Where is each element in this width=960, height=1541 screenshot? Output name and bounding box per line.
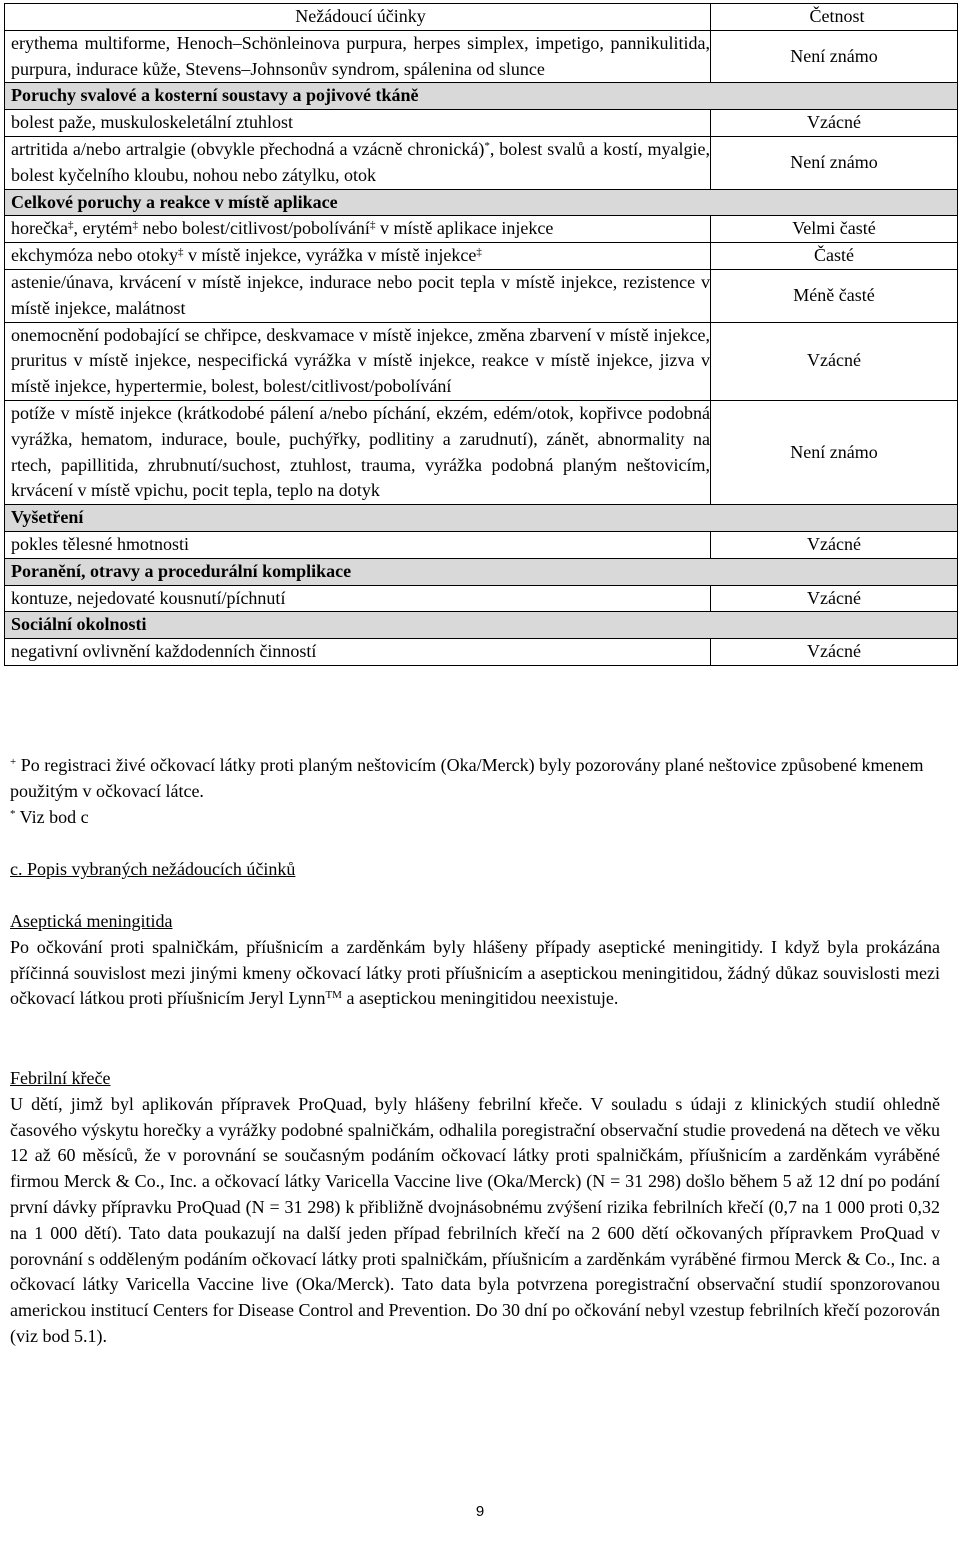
footnote-plus [10,753,940,805]
effect-cell: kontuze, nejedovaté kousnutí/píchnutí [5,585,711,612]
frequency-cell: Vzácné [711,585,958,612]
header-effects: Nežádoucí účinky [5,4,711,31]
effect-cell: onemocnění podobající se chřipce, deskvamace v místě injekce, změna zbarvení v místě injekce, pruritus v místě injekce, nespecifická vyrážka v místě injekce, reakce v místě injekce, jizva v místě injekce, hypertermie, bolest, bolest/citlivost/pobolívání [5,322,711,400]
frequency-cell: Není známo [711,136,958,189]
table-row [5,269,958,322]
category-row [5,189,958,216]
frequency-cell: Vzácné [711,639,958,666]
effect-cell: bolest paže, muskuloskeletální ztuhlost [5,110,711,137]
frequency-cell: Vzácné [711,531,958,558]
category-row [5,558,958,585]
effect-text: artritida a/nebo artralgie (obvykle přechodná a vzácně chronická) [11,138,485,159]
effect-cell: negativní ovlivnění každodenních činností [5,639,711,666]
section-heading: c. Popis vybraných nežádoucích účinků [10,859,296,879]
frequency-cell: Vzácné [711,110,958,137]
category-label: Vyšetření [5,505,958,532]
aseptic-text-1: Po očkování proti spalničkám, příušnicím a zarděnkám byly hlášeny případy aseptické meningitidy. I když byla prokázána příčinná souvislost mezi jinými kmeny očkovací látky proti příušnicím a aseptickou meningitidou, žádný důkaz souvislosti mezi očkovací látkou proti příušnicím Jeryl Lynn [10,936,940,1009]
effect-cell: erythema multiforme, Henoch–Schönleinova purpura, herpes simplex, impetigo, pannikulitida, purpura, indurace kůže, Stevens–Johnsonův syndrom, spálenina od slunce [5,30,711,83]
table-header-row [5,4,958,31]
adverse-effects-table-body [5,4,958,666]
table-row [5,639,958,666]
effect-cell [5,136,711,189]
category-row [5,83,958,110]
category-label: Poruchy svalové a kosterní soustavy a pojivové tkáně [5,83,958,110]
footnote-star-text: Viz bod c [15,806,89,827]
frequency-cell: Časté [711,243,958,270]
footnote-plus-mark: + [10,756,17,768]
aseptic-text-2: a aseptickou meningitidou neexistuje. [341,988,619,1009]
table-row [5,216,958,243]
aseptic-paragraph [10,935,940,1012]
aseptic-heading: Aseptická meningitida [10,911,173,931]
effect-cell: horečka‡, erytém‡ nebo bolest/citlivost/pobolívání‡ v místě aplikace injekce [5,216,711,243]
header-frequency: Četnost [711,4,958,31]
footnote-ref: * [484,139,490,152]
effect-cell: potíže v místě injekce (krátkodobé pálení a/nebo píchání, ekzém, edém/otok, kopřivce podobná vyrážka, hematom, indurace, boule, puchýřky, podlitiny a zarudnutí), zánět, abnormality na rtech, papillitida, zhrubnutí/suchost, ztuhlost, trauma, vyrážka podobná planým neštovicím, krvácení v místě vpichu, pocit tepla, teplo na dotyk [5,400,711,504]
footnote-star-mark: * [10,807,16,820]
table-row [5,243,958,270]
febrile-convulsions-section [10,1066,940,1350]
table-row [5,400,958,504]
footnote-plus-text: Po registraci živé očkovací látky proti planým neštovicím (Oka/Merck) byly pozorovány plané neštovice způsobené kmenem použitým v očkovací látce. [10,755,924,801]
frequency-cell: Velmi časté [711,216,958,243]
table-row [5,322,958,400]
tm-mark: TM [325,989,342,1002]
febrile-paragraph: U dětí, jimž byl aplikován přípravek ProQuad, byly hlášeny febrilní křeče. V souladu s údaji z klinických studií ohledně časového výskytu horečky a vyrážky podobné spalničkám, odhalila poregistrační observační studie provedená na dětech ve věku 12 až 60 měsíců, že v porovnání se současným podáním očkovací látky proti spalničkám, příušnicím a zarděnkám vyráběné firmou Merck & Co., Inc. a očkovací látky Varicella Vaccine live (Oka/Merck) (N = 31 298) došlo během 5 až 12 dní po podání první dávky přípravku ProQuad (N = 31 298) k přibližně dvojnásobnému zvýšení rizika febrilních křečí (0,7 na 1 000 proti 0,32 na 1 000 dětí). Tato data poukazují na další jeden případ febrilních křečí na 2 600 dětí očkovaných přípravkem ProQuad v porovnání s odděleným podáním očkovací látky proti spalničkám, příušnicím a zarděnkám vyráběné firmou Merck & Co., Inc. a očkovací látky Varicella Vaccine live (Oka/Merck). Tato data byla potvrzena poregistrační observační studií sponzorovanou americkou institucí Centers for Disease Control and Prevention. Do 30 dní po očkování nebyl vzestup febrilních křečí pozorován (viz bod 5.1). [10,1093,940,1346]
febrile-heading: Febrilní křeče [10,1068,111,1088]
frequency-cell: Není známo [711,400,958,504]
category-label: Poranění, otravy a procedurální komplikace [5,558,958,585]
frequency-cell: Vzácné [711,322,958,400]
adverse-effects-table [4,3,958,666]
table-row [5,30,958,83]
frequency-cell: Není známo [711,30,958,83]
table-row [5,136,958,189]
category-label: Celkové poruchy a reakce v místě aplikace [5,189,958,216]
table-row [5,110,958,137]
section-heading-block [10,857,940,883]
effect-cell: astenie/únava, krvácení v místě injekce, indurace nebo pocit tepla v místě injekce, rezistence v místě injekce, malátnost [5,269,711,322]
frequency-cell: Méně časté [711,269,958,322]
page-number: 9 [475,1503,485,1520]
effect-cell: pokles tělesné hmotnosti [5,531,711,558]
category-row [5,612,958,639]
table-row [5,585,958,612]
table-row [5,531,958,558]
category-label: Sociální okolnosti [5,612,958,639]
aseptic-meningitis-section [10,909,940,1012]
footnote-star [10,805,940,831]
category-row [5,505,958,532]
table-footnotes [10,753,940,830]
effect-cell: ekchymóza nebo otoky‡ v místě injekce, vyrážka v místě injekce‡ [5,243,711,270]
effect-text-cont: , bolest svalů a kostí, myalgie, bolest kyčelního kloubu, nohou nebo zátylku, otok [11,138,711,185]
